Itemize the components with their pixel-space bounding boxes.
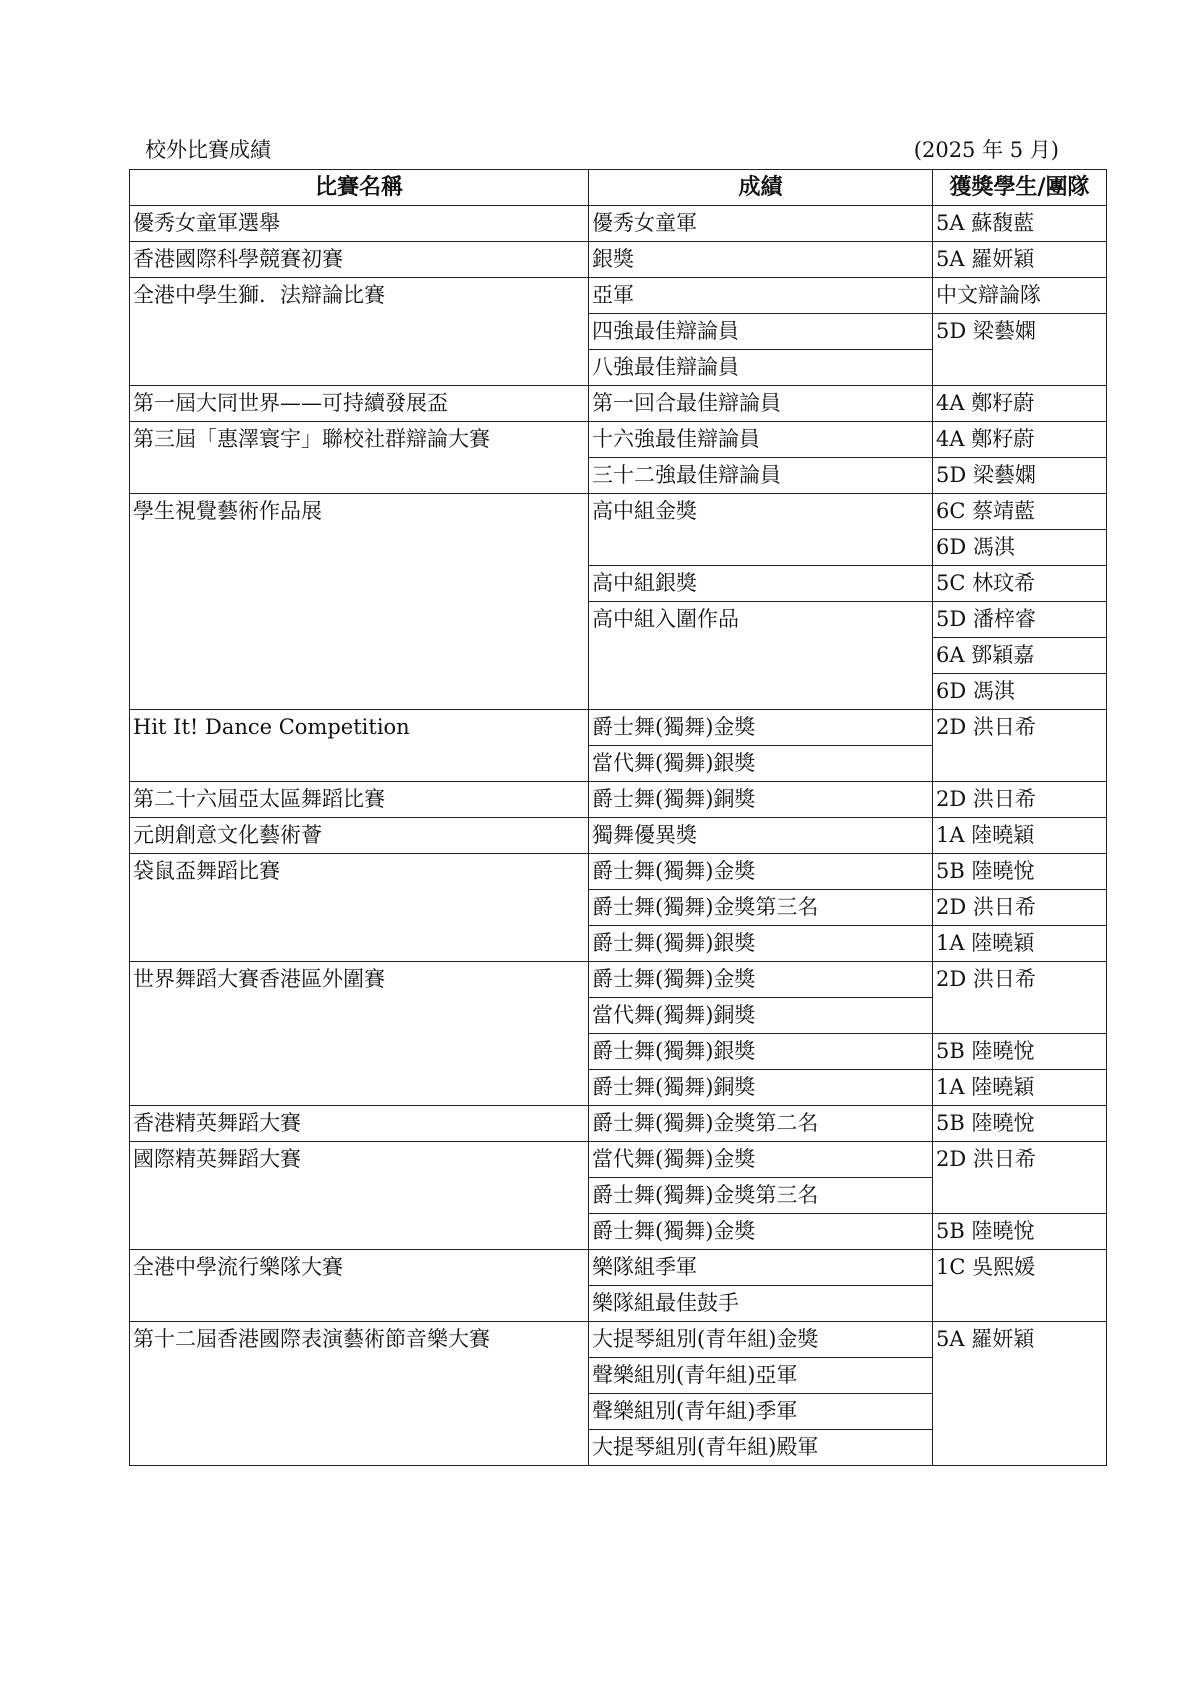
- winner-cell: 6D 馮淇: [933, 530, 1107, 566]
- winner-cell: 5B 陸曉悅: [933, 1034, 1107, 1070]
- result-cell: 爵士舞(獨舞)金獎第三名: [589, 1178, 933, 1214]
- winner-cell: 5B 陸曉悅: [933, 854, 1107, 890]
- winner-cell: 2D 洪日希: [933, 710, 1107, 782]
- result-cell: 爵士舞(獨舞)銅獎: [589, 782, 933, 818]
- table-header-row: [130, 170, 1107, 206]
- result-cell: 當代舞(獨舞)銀獎: [589, 746, 933, 782]
- winner-cell: 2D 洪日希: [933, 1142, 1107, 1214]
- column-header-result: 成績: [589, 170, 933, 206]
- result-cell: 爵士舞(獨舞)金獎: [589, 710, 933, 746]
- competition-cell: 第三屆「惠澤寰宇」聯校社群辯論大賽: [130, 422, 589, 494]
- winner-cell: 4A 鄭籽蔚: [933, 422, 1107, 458]
- result-cell: 當代舞(獨舞)金獎: [589, 1142, 933, 1178]
- results-table: [129, 169, 1107, 1466]
- result-cell: 樂隊組季軍: [589, 1250, 933, 1286]
- page-header: [133, 134, 1059, 168]
- result-cell: 爵士舞(獨舞)銅獎: [589, 1070, 933, 1106]
- column-header-competition: 比賽名稱: [130, 170, 589, 206]
- table-row: [130, 494, 1107, 530]
- competition-cell: 全港中學生獅．法辯論比賽: [130, 278, 589, 386]
- result-cell: 大提琴組別(青年組)金獎: [589, 1322, 933, 1358]
- table-row: [130, 1250, 1107, 1286]
- table-row: [130, 278, 1107, 314]
- results-table-body: [130, 206, 1107, 1466]
- winner-cell: 5A 羅妍穎: [933, 1322, 1107, 1466]
- competition-cell: 學生視覺藝術作品展: [130, 494, 589, 710]
- result-cell: 爵士舞(獨舞)銀獎: [589, 926, 933, 962]
- competition-cell: 第十二屆香港國際表演藝術節音樂大賽: [130, 1322, 589, 1466]
- competition-cell: 世界舞蹈大賽香港區外圍賽: [130, 962, 589, 1106]
- result-cell: 當代舞(獨舞)銅獎: [589, 998, 933, 1034]
- table-row: [130, 818, 1107, 854]
- winner-cell: 5D 梁藝嫻: [933, 458, 1107, 494]
- table-row: [130, 1106, 1107, 1142]
- winner-cell: 5A 蘇馥藍: [933, 206, 1107, 242]
- winner-cell: 5D 梁藝嫻: [933, 314, 1107, 386]
- winner-cell: 5A 羅妍穎: [933, 242, 1107, 278]
- table-row: [130, 710, 1107, 746]
- winner-cell: 2D 洪日希: [933, 782, 1107, 818]
- result-cell: 第一回合最佳辯論員: [589, 386, 933, 422]
- table-row: [130, 782, 1107, 818]
- table-row: [130, 206, 1107, 242]
- table-row: [130, 242, 1107, 278]
- winner-cell: 1A 陸曉穎: [933, 818, 1107, 854]
- winner-cell: 4A 鄭籽蔚: [933, 386, 1107, 422]
- result-cell: 四強最佳辯論員: [589, 314, 933, 350]
- winner-cell: 中文辯論隊: [933, 278, 1107, 314]
- winner-cell: 6D 馮淇: [933, 674, 1107, 710]
- winner-cell: 5B 陸曉悅: [933, 1106, 1107, 1142]
- competition-cell: 第一屆大同世界——可持續發展盃: [130, 386, 589, 422]
- result-cell: 亞軍: [589, 278, 933, 314]
- competition-cell: 袋鼠盃舞蹈比賽: [130, 854, 589, 962]
- result-cell: 聲樂組別(青年組)亞軍: [589, 1358, 933, 1394]
- winner-cell: 2D 洪日希: [933, 890, 1107, 926]
- winner-cell: 2D 洪日希: [933, 962, 1107, 1034]
- result-cell: 爵士舞(獨舞)金獎: [589, 854, 933, 890]
- table-row: [130, 422, 1107, 458]
- table-row: [130, 854, 1107, 890]
- result-cell: 爵士舞(獨舞)銀獎: [589, 1034, 933, 1070]
- competition-cell: Hit It! Dance Competition: [130, 710, 589, 782]
- result-cell: 大提琴組別(青年組)殿軍: [589, 1430, 933, 1466]
- winner-cell: 6A 鄧穎嘉: [933, 638, 1107, 674]
- result-cell: 十六強最佳辯論員: [589, 422, 933, 458]
- result-cell: 三十二強最佳辯論員: [589, 458, 933, 494]
- winner-cell: 6C 蔡靖藍: [933, 494, 1107, 530]
- result-cell: 聲樂組別(青年組)季軍: [589, 1394, 933, 1430]
- result-cell: 銀獎: [589, 242, 933, 278]
- report-date: (2025 年 5 月): [913, 138, 1059, 162]
- competition-cell: 全港中學流行樂隊大賽: [130, 1250, 589, 1322]
- result-cell: 高中組金獎: [589, 494, 933, 566]
- winner-cell: 5D 潘梓睿: [933, 602, 1107, 638]
- result-cell: 爵士舞(獨舞)金獎第二名: [589, 1106, 933, 1142]
- result-cell: 獨舞優異獎: [589, 818, 933, 854]
- winner-cell: 5C 林玟希: [933, 566, 1107, 602]
- table-row: [130, 962, 1107, 998]
- result-cell: 樂隊組最佳鼓手: [589, 1286, 933, 1322]
- result-cell: 爵士舞(獨舞)金獎: [589, 962, 933, 998]
- competition-cell: 香港國際科學競賽初賽: [130, 242, 589, 278]
- result-cell: 高中組銀獎: [589, 566, 933, 602]
- competition-cell: 元朗創意文化藝術薈: [130, 818, 589, 854]
- result-cell: 爵士舞(獨舞)金獎第三名: [589, 890, 933, 926]
- page-title: 校外比賽成績: [145, 138, 271, 162]
- table-row: [130, 386, 1107, 422]
- result-cell: 優秀女童軍: [589, 206, 933, 242]
- result-cell: 爵士舞(獨舞)金獎: [589, 1214, 933, 1250]
- competition-cell: 第二十六屆亞太區舞蹈比賽: [130, 782, 589, 818]
- winner-cell: 1A 陸曉穎: [933, 1070, 1107, 1106]
- competition-cell: 香港精英舞蹈大賽: [130, 1106, 589, 1142]
- result-cell: 八強最佳辯論員: [589, 350, 933, 386]
- winner-cell: 1A 陸曉穎: [933, 926, 1107, 962]
- winner-cell: 5B 陸曉悅: [933, 1214, 1107, 1250]
- competition-cell: 優秀女童軍選舉: [130, 206, 589, 242]
- column-header-winner: 獲獎學生/團隊: [933, 170, 1107, 206]
- result-cell: 高中組入圍作品: [589, 602, 933, 710]
- table-row: [130, 1142, 1107, 1178]
- competition-cell: 國際精英舞蹈大賽: [130, 1142, 589, 1250]
- winner-cell: 1C 吳熙媛: [933, 1250, 1107, 1322]
- table-row: [130, 1322, 1107, 1358]
